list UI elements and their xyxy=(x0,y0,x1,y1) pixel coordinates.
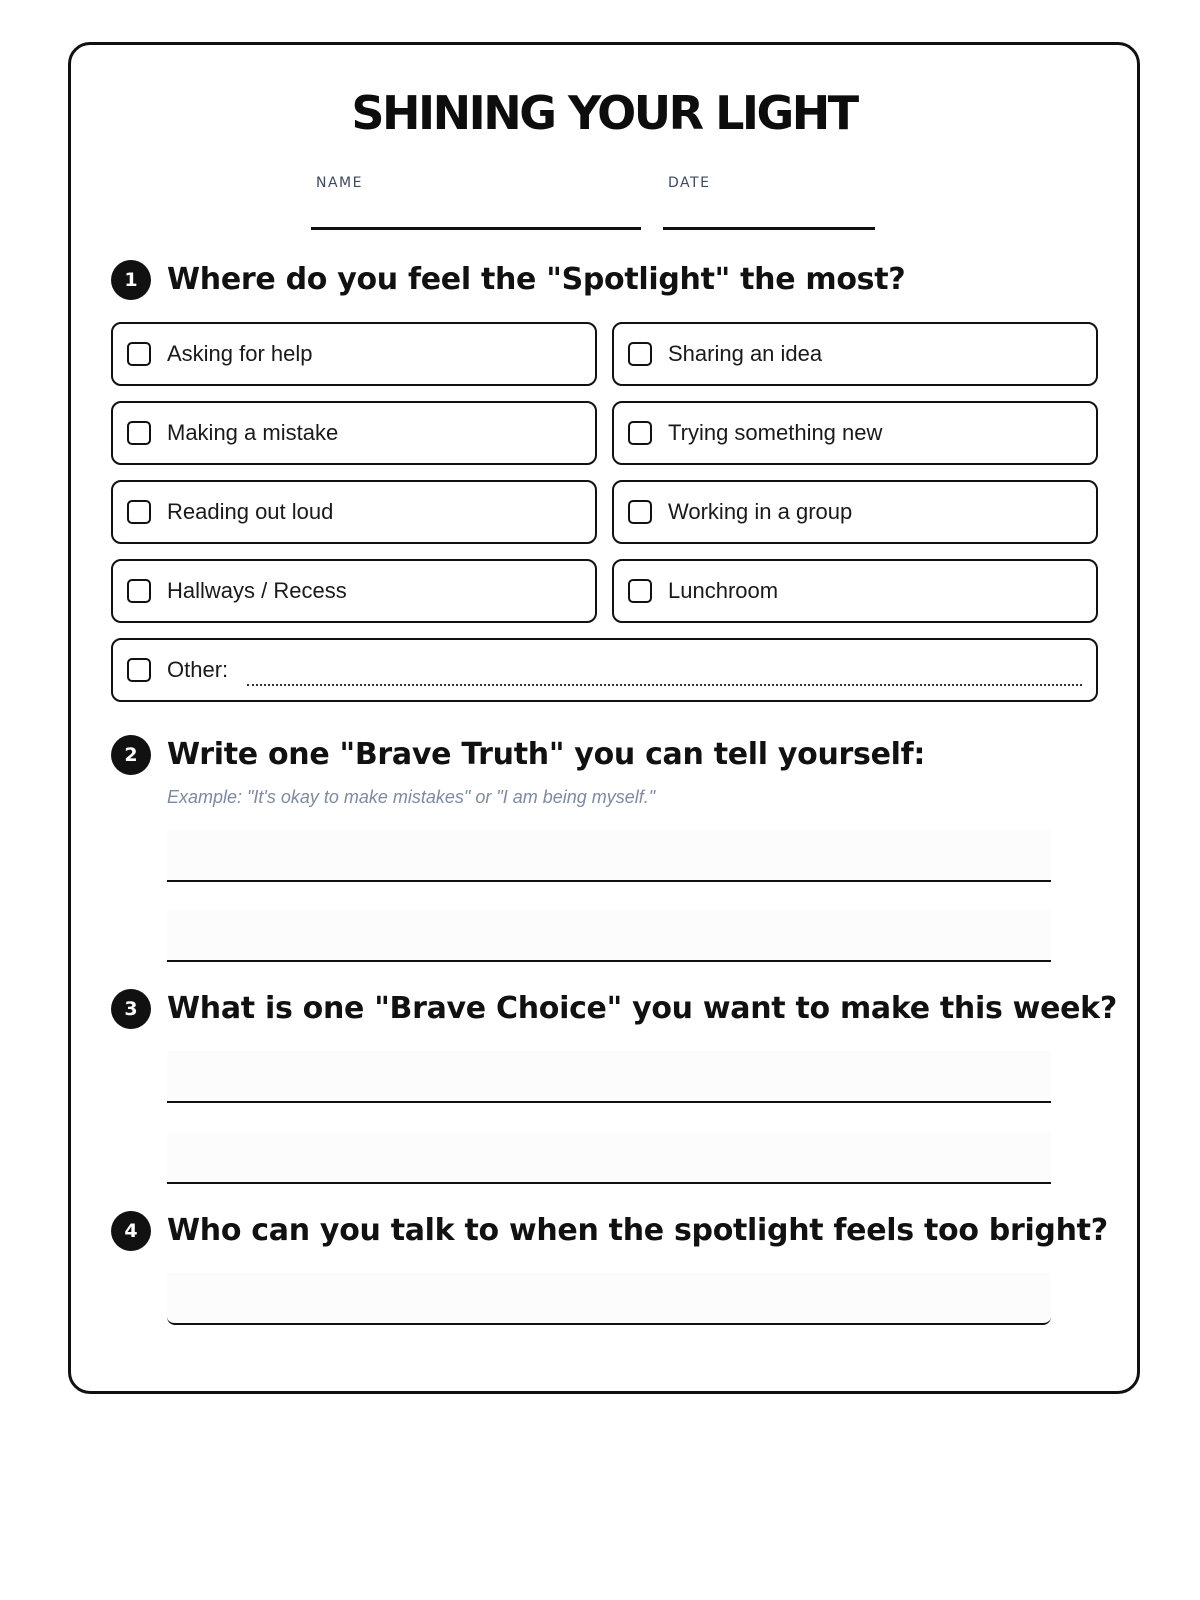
checkbox[interactable] xyxy=(628,342,652,366)
answer-line[interactable] xyxy=(167,830,1051,882)
option-label: Sharing an idea xyxy=(668,341,823,366)
checkbox[interactable] xyxy=(628,579,652,603)
option-label: Asking for help xyxy=(167,341,313,366)
option-lunchroom[interactable] xyxy=(612,559,1098,623)
checkbox[interactable] xyxy=(628,421,652,445)
question-2-text: Write one "Brave Truth" you can tell yourself: xyxy=(167,737,926,772)
question-2-example: Example: "It's okay to make mistakes" or "I am being myself." xyxy=(167,787,656,807)
worksheet-title: SHINING YOUR LIGHT xyxy=(351,86,857,140)
checkbox[interactable] xyxy=(127,579,151,603)
option-reading-out-loud[interactable] xyxy=(111,480,597,544)
name-label: NAME xyxy=(316,175,363,191)
answer-line[interactable] xyxy=(167,1273,1051,1325)
option-label: Lunchroom xyxy=(668,578,779,603)
option-label: Making a mistake xyxy=(167,420,339,445)
question-1-text: Where do you feel the "Spotlight" the most? xyxy=(167,262,906,297)
option-label: Hallways / Recess xyxy=(167,578,347,603)
question-3-text: What is one "Brave Choice" you want to make this week? xyxy=(167,991,1117,1026)
option-working-in-a-group[interactable] xyxy=(612,480,1098,544)
option-making-a-mistake[interactable] xyxy=(111,401,597,465)
question-4-number: 4 xyxy=(111,1211,151,1251)
option-label: Other: xyxy=(167,657,229,682)
option-other[interactable] xyxy=(111,638,1098,702)
option-hallways-recess[interactable] xyxy=(111,559,597,623)
checkbox[interactable] xyxy=(127,500,151,524)
option-asking-for-help[interactable] xyxy=(111,322,597,386)
question-1-number: 1 xyxy=(111,260,151,300)
date-field[interactable] xyxy=(663,227,875,230)
answer-line[interactable] xyxy=(167,910,1051,962)
date-label: DATE xyxy=(668,175,711,191)
worksheet-card xyxy=(68,42,1140,1394)
checkbox[interactable] xyxy=(127,421,151,445)
checkbox[interactable] xyxy=(127,658,151,682)
answer-line[interactable] xyxy=(167,1132,1051,1184)
option-label: Working in a group xyxy=(668,499,853,524)
checkbox[interactable] xyxy=(127,342,151,366)
answer-line[interactable] xyxy=(167,1051,1051,1103)
question-3-number: 3 xyxy=(111,989,151,1029)
option-label: Reading out loud xyxy=(167,499,334,524)
question-4-text: Who can you talk to when the spotlight feels too bright? xyxy=(167,1213,1108,1248)
option-label: Trying something new xyxy=(668,420,883,445)
option-sharing-an-idea[interactable] xyxy=(612,322,1098,386)
other-write-in-line[interactable] xyxy=(247,684,1082,686)
question-2-number: 2 xyxy=(111,735,151,775)
name-field[interactable] xyxy=(311,227,641,230)
option-trying-something-new[interactable] xyxy=(612,401,1098,465)
checkbox[interactable] xyxy=(628,500,652,524)
